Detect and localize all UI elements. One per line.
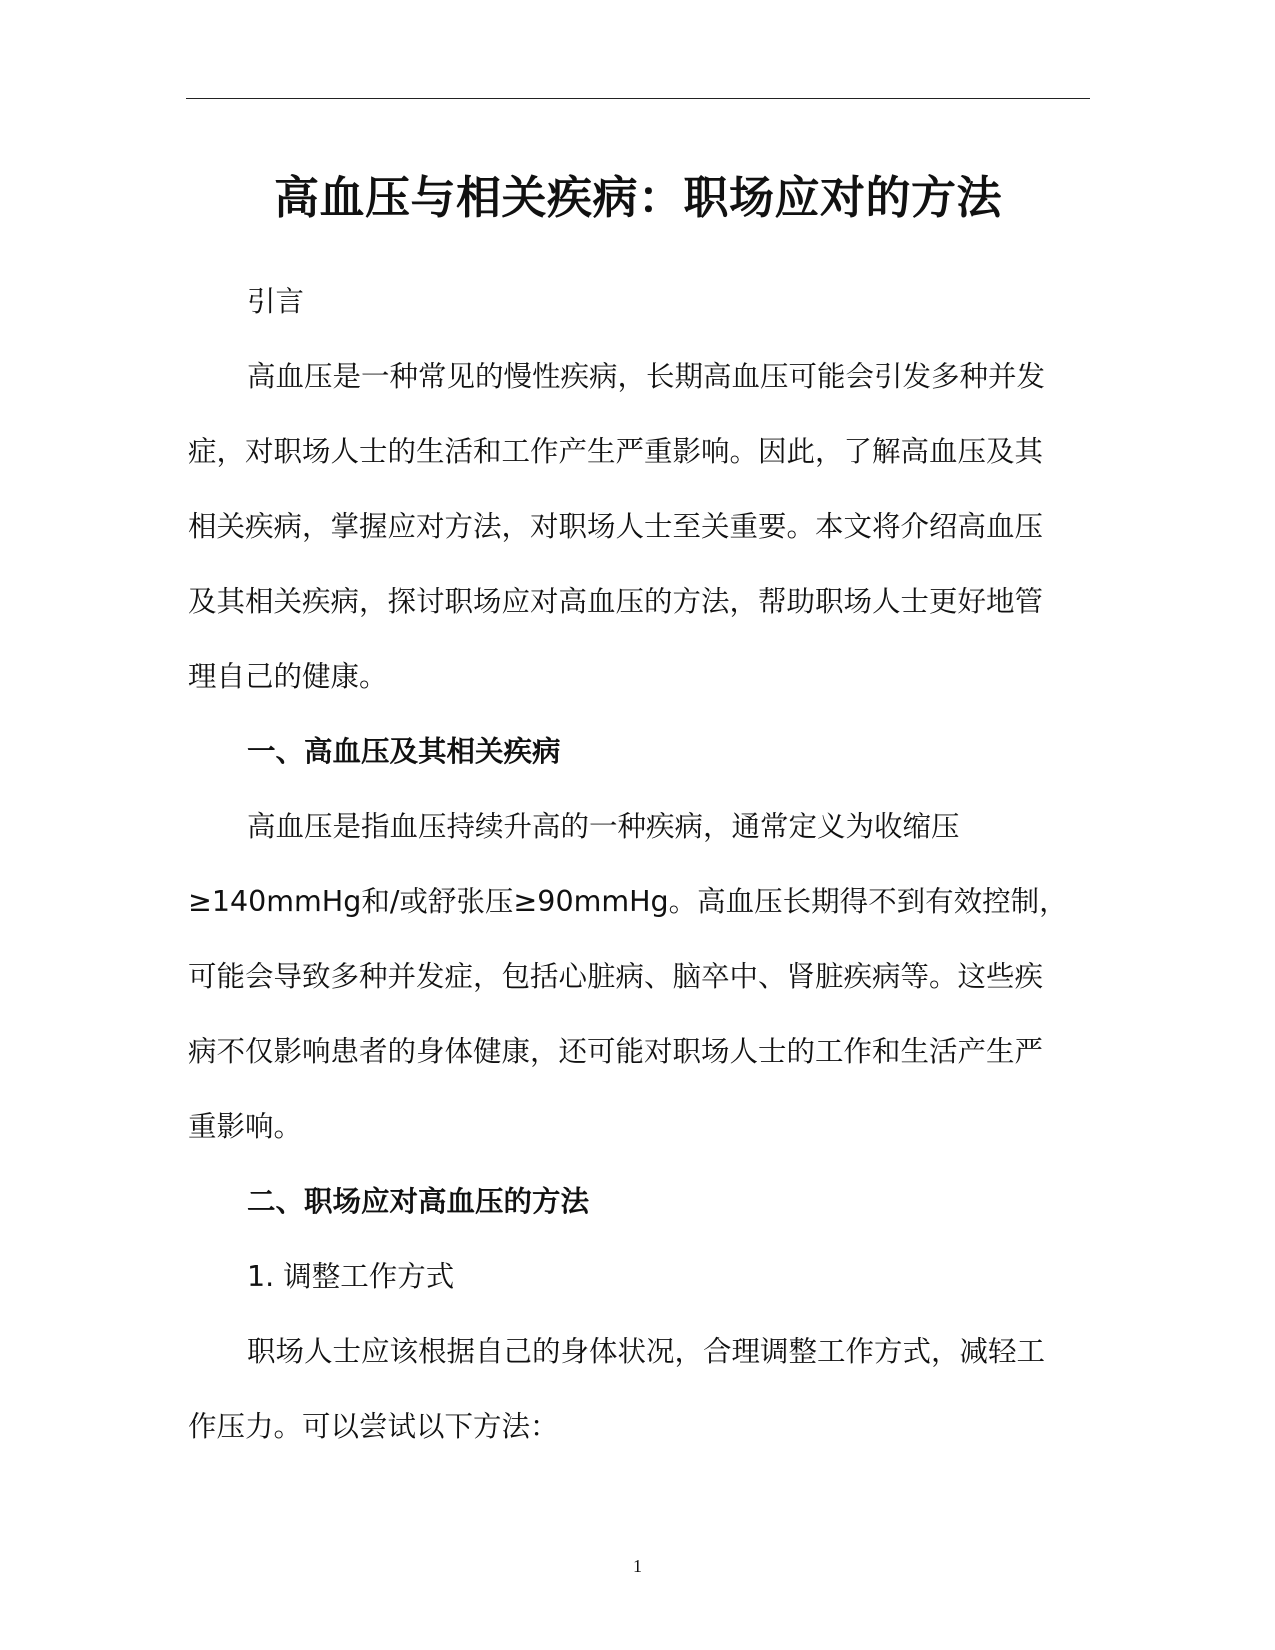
page-number: 1 <box>633 1556 642 1576</box>
header-rule <box>186 98 1090 99</box>
section-heading-2: 二、职场应对高血压的方法 <box>247 1185 590 1218</box>
document-body <box>188 264 1068 1464</box>
intro-heading: 引言 <box>247 285 305 318</box>
subsection-heading-1: 1. 调整工作方式 <box>247 1260 455 1293</box>
document-title: 高血压与相关疾病：职场应对的方法 <box>273 171 1002 224</box>
section-1-paragraph: 高血压是指血压持续升高的一种疾病，通常定义为收缩压≥140mmHg和/或舒张压≥90mmHg。高血压长期得不到有效控制，可能会导致多种并发症，包括心脏病、脑卒中、肾脏疾病等。这些疾病不仅影响患者的身体健康，还可能对职场人士的工作和生活产生严重影响。 <box>188 810 1068 1143</box>
intro-paragraph: 高血压是一种常见的慢性疾病，长期高血压可能会引发多种并发症，对职场人士的生活和工作产生严重影响。因此，了解高血压及其相关疾病，掌握应对方法，对职场人士至关重要。本文将介绍高血压及其相关疾病，探讨职场应对高血压的方法，帮助职场人士更好地管理自己的健康。 <box>188 360 1046 693</box>
subsection-1-paragraph: 职场人士应该根据自己的身体状况，合理调整工作方式，减轻工作压力。可以尝试以下方法： <box>188 1335 1046 1443</box>
section-heading-1: 一、高血压及其相关疾病 <box>247 735 561 768</box>
